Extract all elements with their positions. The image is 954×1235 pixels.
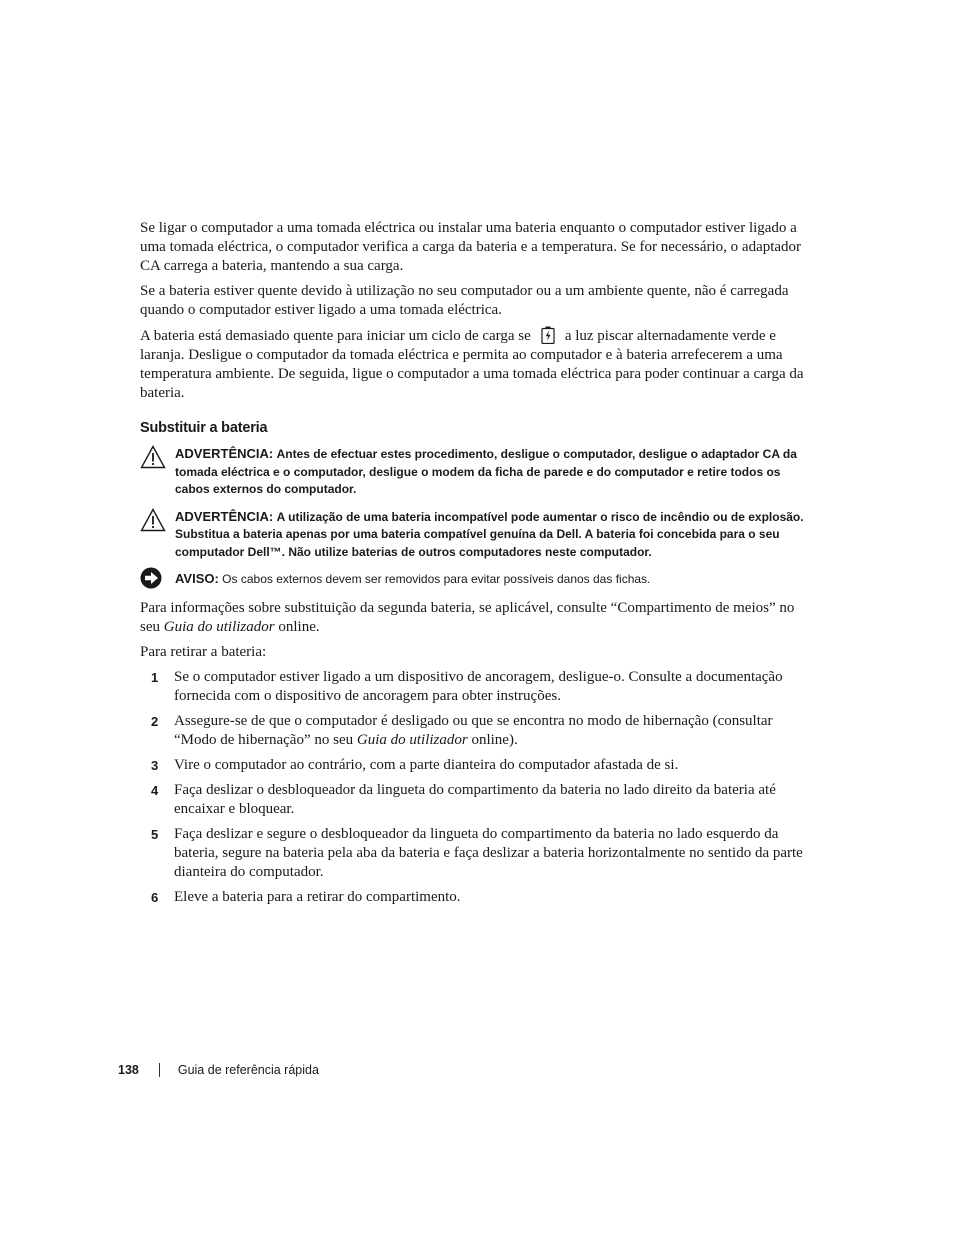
step-text-before: Assegure-se de que o computador é desligado ou que se encontra no modo de hibernação (consultar “Modo de hibernação” no seu bbox=[174, 712, 773, 748]
charge-cycle-text-after: a luz piscar alternadamente verde e laranja. Desligue o computador da tomada eléctrica e permita ao computador e à bateria arrefecerem a uma temperatura ambiente. De seguida, ligue o computador a uma tomada eléctrica para poder continuar a carga da bateria. bbox=[140, 328, 804, 401]
step-number: 4 bbox=[151, 782, 159, 798]
step-text: Vire o computador ao contrário, com a parte dianteira do computador afastada de si. bbox=[174, 756, 679, 773]
notice-text: Os cabos externos devem ser removidos para evitar possíveis danos das fichas. bbox=[222, 572, 651, 586]
footer-title: Guia de referência rápida bbox=[177, 1063, 319, 1077]
notice-box bbox=[140, 570, 816, 589]
info-guide-title: Guia do utilizador bbox=[163, 618, 275, 635]
paragraph-intro: Para retirar a bateria: bbox=[140, 643, 267, 660]
info-text-before: Para informações sobre substituição da segunda bateria, se aplicável, consulte “Compartimento de meios” no seu bbox=[140, 599, 795, 635]
paragraph-charging: Se ligar o computador a uma tomada eléctrica ou instalar uma bateria enquanto o computador estiver ligado a uma tomada eléctrica, o computador verifica a carga da bateria e a temperatura. Se for necessário, o adaptador CA carrega a bateria, mantendo a sua carga. bbox=[140, 220, 802, 274]
notice-label: AVISO: bbox=[175, 571, 219, 586]
steps-list bbox=[140, 668, 816, 907]
step-number: 2 bbox=[151, 713, 159, 729]
warning-box-1 bbox=[140, 445, 816, 499]
page-content bbox=[140, 219, 816, 913]
warning-text: A utilização de uma bateria incompatível pode aumentar o risco de incêndio ou de explosão. Substitua a bateria apenas por uma bateria compatível genuína da Dell. A bateria foi concebida para o seu computador Dell™. Não utilize baterias de outros computadores neste computador. bbox=[175, 509, 804, 559]
warning-box-2 bbox=[140, 508, 816, 562]
list-item bbox=[140, 888, 816, 907]
paragraph-second-battery bbox=[140, 599, 816, 637]
step-text: Faça deslizar o desbloqueador da lingueta do compartimento da bateria no lado direito da bateria até encaixar e bloquear. bbox=[174, 781, 776, 817]
battery-charge-icon bbox=[541, 326, 555, 344]
step-text: Eleve a bateria para a retirar do compartimento. bbox=[174, 888, 461, 905]
list-item bbox=[140, 781, 816, 819]
step-text: Faça deslizar e segure o desbloqueador da lingueta do compartimento da bateria no lado esquerdo da bateria, segure na bateria pela aba da bateria e faça deslizar a bateria horizontalmente no sentido da parte dianteira do computador. bbox=[174, 825, 803, 880]
info-text-after: online. bbox=[278, 618, 320, 635]
list-item bbox=[140, 668, 816, 706]
section-title: Substituir a bateria bbox=[140, 420, 268, 436]
warning-label: ADVERTÊNCIA: bbox=[175, 508, 274, 524]
warning-triangle-icon bbox=[140, 508, 166, 532]
step-number: 6 bbox=[151, 889, 159, 905]
charge-cycle-text-before: A bateria está demasiado quente para iniciar um ciclo de carga se bbox=[140, 328, 531, 344]
page-number: 138 bbox=[118, 1063, 139, 1077]
list-item bbox=[140, 756, 816, 775]
step-number: 1 bbox=[151, 669, 159, 685]
paragraph-hot-battery: Se a bateria estiver quente devido à utilização no seu computador ou a um ambiente quente, não é carregada quando o computador estiver ligado a uma tomada eléctrica. bbox=[140, 283, 789, 318]
footer-divider bbox=[159, 1063, 160, 1077]
warning-label: ADVERTÊNCIA: bbox=[175, 446, 274, 461]
step-number: 3 bbox=[151, 757, 159, 773]
list-item bbox=[140, 712, 816, 750]
step-text-after: online). bbox=[471, 731, 518, 748]
warning-triangle-icon bbox=[140, 445, 166, 469]
paragraph-charge-cycle bbox=[140, 326, 816, 403]
step-number: 5 bbox=[151, 826, 159, 842]
step-guide-title: Guia do utilizador bbox=[356, 731, 468, 748]
step-text: Se o computador estiver ligado a um dispositivo de ancoragem, desligue-o. Consulte a documentação fornecida com o dispositivo de ancoragem para obter instruções. bbox=[174, 668, 783, 704]
list-item bbox=[140, 825, 816, 882]
warning-text: Antes de efectuar estes procedimento, desligue o computador, desligue o adaptador CA da tomada eléctrica e o computador, desligue o modem da ficha de parede e do computador e retire todos os cabos externos do computador. bbox=[175, 447, 797, 496]
notice-arrow-icon bbox=[140, 567, 164, 589]
page-footer bbox=[118, 1061, 319, 1079]
